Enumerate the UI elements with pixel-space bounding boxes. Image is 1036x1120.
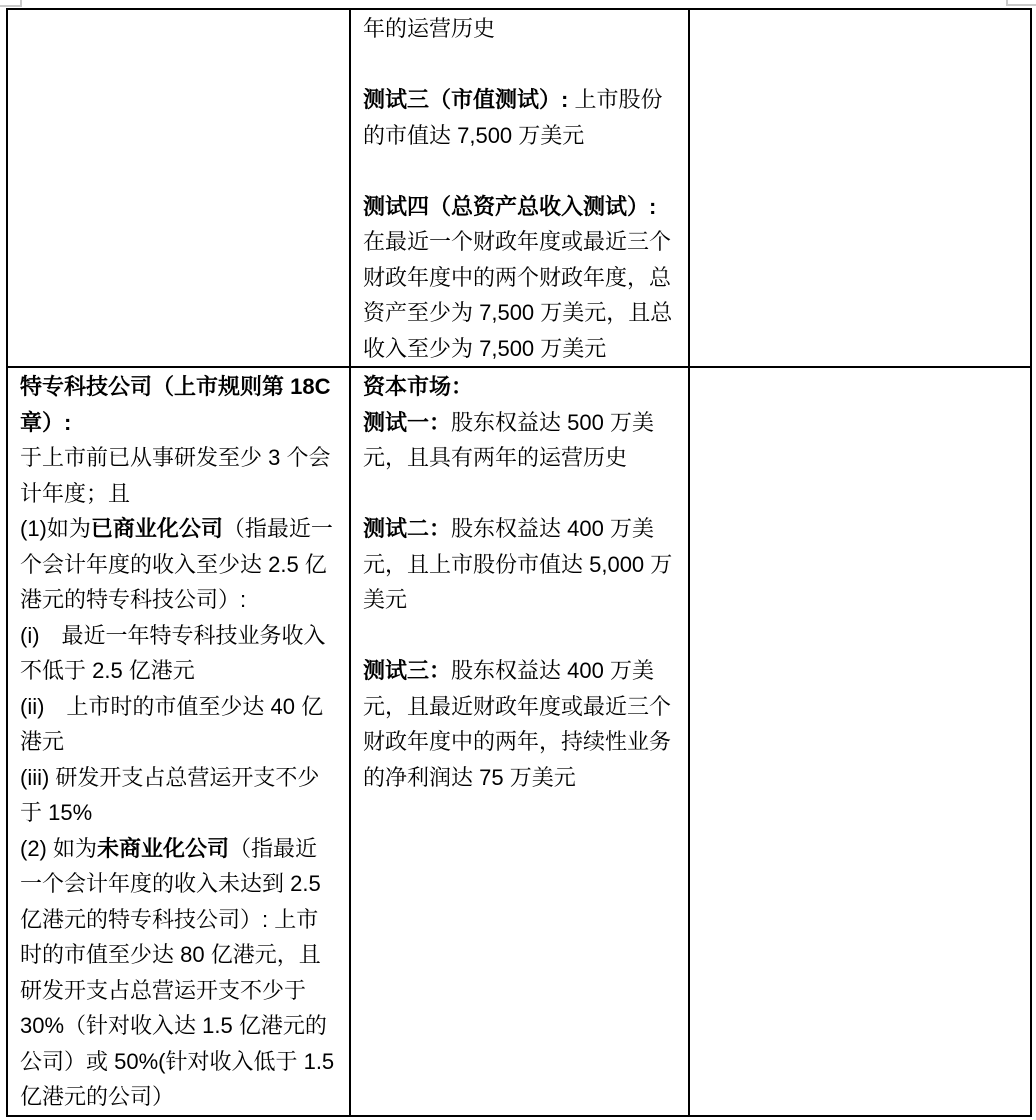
paragraph bbox=[20, 689, 339, 760]
cell-capital-market-tests bbox=[350, 367, 689, 1116]
text-run: (2) 如为 bbox=[20, 835, 98, 861]
bold-text-run: 测试三（市值测试）: bbox=[363, 87, 575, 112]
table-row-continued bbox=[7, 9, 1031, 367]
bold-text-run: 资本市场： bbox=[363, 374, 474, 399]
paragraph bbox=[363, 405, 678, 476]
blank-line bbox=[363, 476, 678, 512]
bold-text-run: 测试二： bbox=[363, 516, 452, 541]
blank-line bbox=[363, 153, 678, 189]
text-run: （指最近一个会计年度的收入未达到 2.5 亿港元的特专科技公司）: 上市时的市值至少达 80 亿港元，且研发开支占总营运开支不少于 30%（针对收入达 1.5 亿港元的公司）或 50%(针对收入低于 1.5 亿港元的公司） bbox=[20, 835, 335, 1109]
text-run: 年的运营历史 bbox=[363, 16, 496, 41]
bold-text-run: 未商业化公司 bbox=[97, 835, 230, 861]
text-run: 股东权益达 400 万美元，且最近财政年度或最近三个财政年度中的两年，持续性业务的净利润达 75 万美元 bbox=[363, 658, 672, 790]
paragraph bbox=[20, 511, 339, 618]
listing-requirements-table bbox=[6, 8, 1032, 1117]
cell-company-category-continued bbox=[7, 9, 350, 367]
bold-text-run: 特专科技公司（上市规则第 18C 章）: bbox=[20, 374, 331, 435]
bold-text-run: 测试四（总资产总收入测试）: bbox=[363, 193, 657, 219]
page-corner-mark-right bbox=[1006, 0, 1036, 6]
cell-specialist-tech-company bbox=[7, 367, 350, 1116]
cell-notes-continued bbox=[689, 9, 1031, 367]
text-run: 上市股份的市值达 7,500 万美元 bbox=[363, 87, 663, 148]
page-corner-mark-left bbox=[0, 0, 22, 7]
text-run: (1)如为 bbox=[20, 516, 91, 541]
paragraph bbox=[363, 511, 678, 618]
text-run: 于上市前已从事研发至少 3 个会计年度；且 bbox=[20, 445, 331, 506]
bold-text-run: 测试三： bbox=[363, 658, 452, 683]
paragraph bbox=[363, 11, 678, 47]
cell-notes bbox=[689, 367, 1031, 1116]
text-run: 在最近一个财政年度或最近三个财政年度中的两个财政年度，总资产至少为 7,500 万美元，且总收入至少为 7,500 万美元 bbox=[363, 229, 673, 361]
blank-line bbox=[363, 618, 678, 654]
bold-text-run: 测试一： bbox=[363, 409, 452, 435]
text-run: (iii) 研发开支占总营运开支不少于 15% bbox=[20, 764, 320, 825]
paragraph bbox=[363, 189, 678, 367]
paragraph bbox=[20, 760, 339, 831]
paragraph bbox=[363, 369, 678, 405]
paragraph bbox=[20, 440, 339, 511]
table-row-specialist-tech bbox=[7, 367, 1031, 1116]
paragraph bbox=[20, 369, 339, 440]
paragraph bbox=[363, 82, 678, 153]
paragraph bbox=[20, 618, 339, 689]
text-run: (i) 最近一年特专科技业务收入不低于 2.5 亿港元 bbox=[20, 622, 326, 683]
paragraph bbox=[363, 653, 678, 795]
text-run: 股东权益达 500 万美元，且具有两年的运营历史 bbox=[363, 409, 654, 470]
text-run: （指最近一个会计年度的收入至少达 2.5 亿港元的特专科技公司）: bbox=[20, 516, 333, 612]
bold-text-run: 已商业化公司 bbox=[90, 516, 223, 541]
paragraph bbox=[20, 831, 339, 1115]
blank-line bbox=[363, 47, 678, 83]
text-run: (ii) 上市时的市值至少达 40 亿港元 bbox=[20, 693, 324, 754]
text-run: 股东权益达 400 万美元，且上市股份市值达 5,000 万美元 bbox=[363, 516, 673, 612]
cell-financial-tests-continued bbox=[350, 9, 689, 367]
